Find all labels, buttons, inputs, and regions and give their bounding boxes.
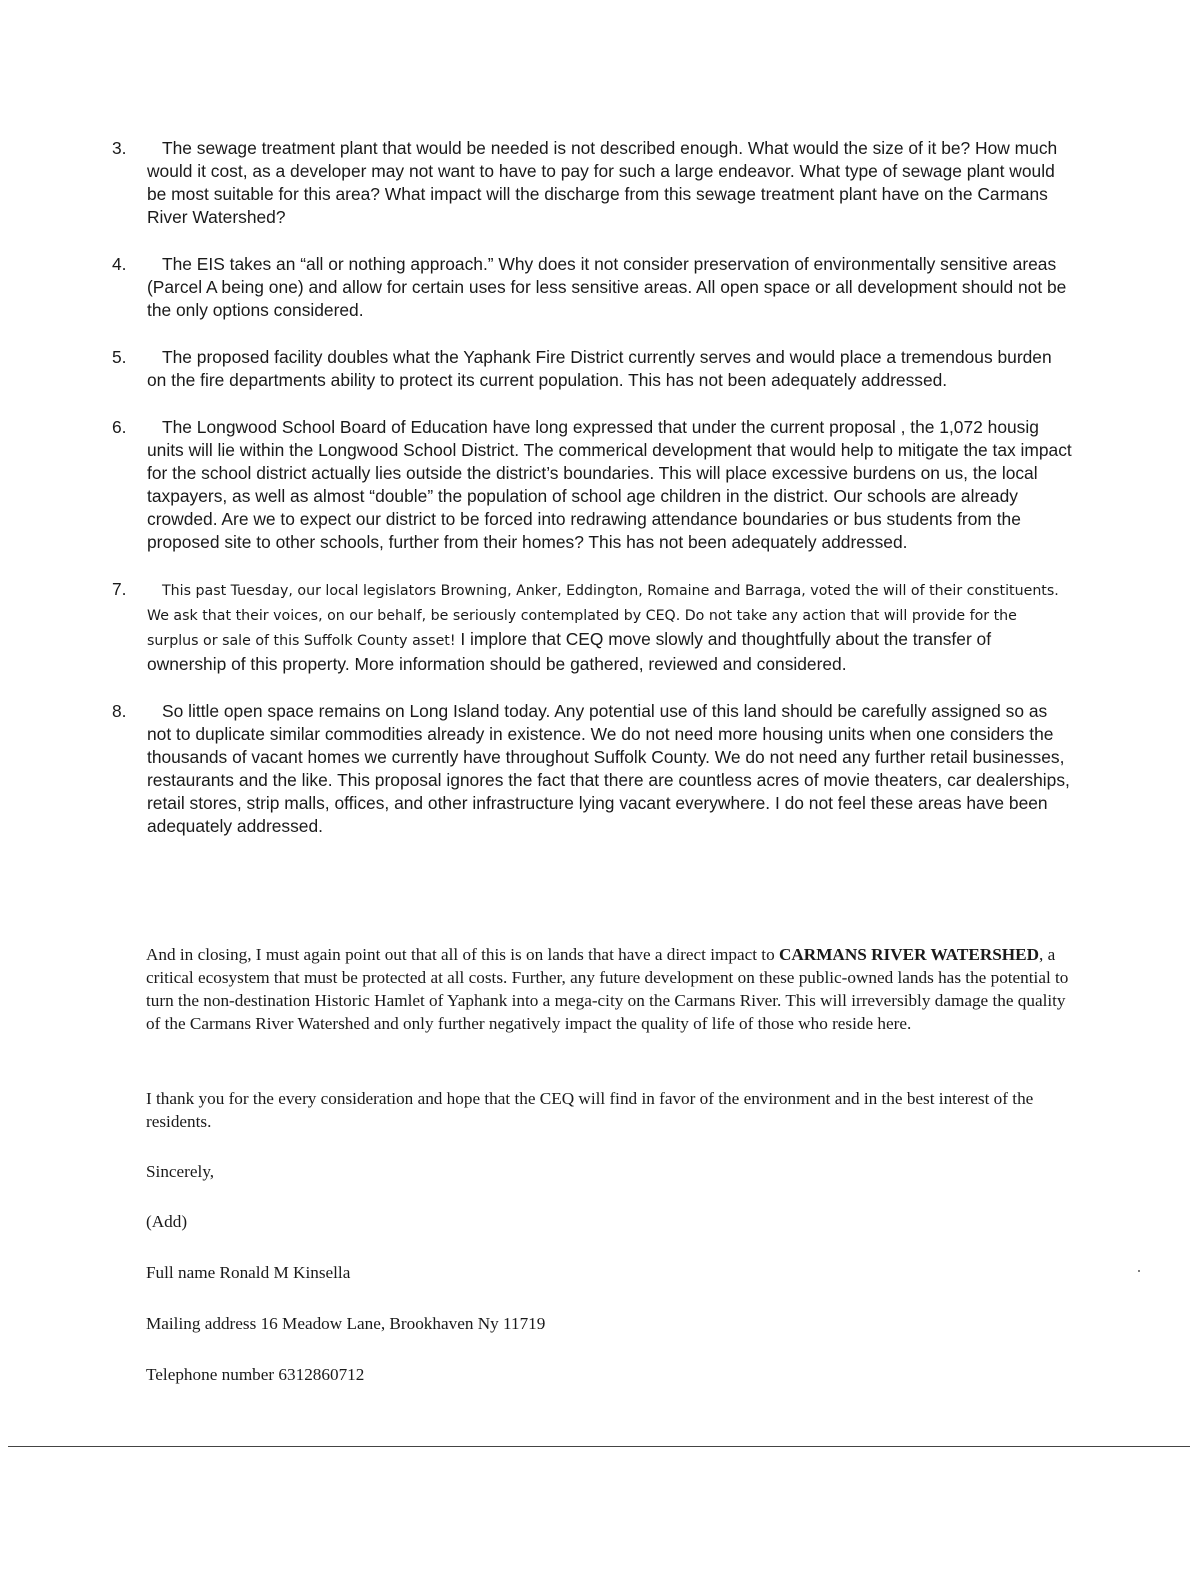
list-item xyxy=(112,253,1072,322)
sign-off: Sincerely, xyxy=(146,1162,215,1181)
item-text: The sewage treatment plant that would be needed is not described enough. What would the size of it be? How much would it cost, as a developer may not want to have to pay for such a large endeavor. What type of sewage plant would be most suitable for this area? What impact will the discharge from this sewage treatment plant have on the Carmans River Watershed? xyxy=(147,138,1058,227)
scan-speck xyxy=(1138,1270,1140,1272)
closing-text-end: , a critical ecosystem that must be protected at all costs. Further, any future development on these public-owned lands has the potential to turn the non-destination Historic Hamlet of Yaphank into a mega-city on the Carmans River. This will irreversibly damage the quality of the Carmans River Watershed and only further negatively impact the quality of life of those who reside here. xyxy=(146,945,1069,1033)
item-text: The proposed facility doubles what the Yaphank Fire District currently serves and would place a tremendous burden on the fire departments ability to protect its current population. This has not been adequately addressed. xyxy=(147,347,1052,390)
item-number: 6. xyxy=(112,417,127,437)
item-number: 8. xyxy=(112,701,127,721)
item-text: The Longwood School Board of Education have long expressed that under the current proposal , the 1,072 housig units will lie within the Longwood School District. The commerical development that would help to mitigate the tax impact for the school district actually lies outside the district’s boundaries. This will place excessive burdens on us, the local taxpayers, as well as almost “double” the population of school age children in the district. Our schools are already crowded. Are we to expect our district to be forced into redrawing attendance boundaries or bus students from the proposed site to other schools, further from their homes? This has not been adequately addressed. xyxy=(147,417,1072,552)
item-text: So little open space remains on Long Island today. Any potential use of this land should be carefully assigned so as not to duplicate similar commodities already in existence. We do not need more housing units when one considers the thousands of vacant homes we currently have throughout Suffolk County. We do not need any further retail businesses, restaurants and the like. This proposal ignores the fact that there are countless acres of movie theaters, car dealerships, retail stores, strip malls, offices, and other infrastructure lying vacant everywhere. I do not feel these areas have been adequately addressed. xyxy=(147,701,1070,836)
watershed-emphasis: CARMANS RIVER WATERSHED xyxy=(778,945,1040,964)
thanks-paragraph: I thank you for the every consideration and hope that the CEQ will find in favor of the environment and in the best interest of the residents. xyxy=(146,1089,1034,1131)
item-text: The EIS takes an “all or nothing approach.” Why does it not consider preservation of environmentally sensitive areas (Parcel A being one) and allow for certain uses for less sensitive areas. All open space or all development should not be the only options considered. xyxy=(147,254,1067,320)
closing-text-start: And in closing, I must again point out that all of this is on lands that have a direct impact to xyxy=(146,945,779,964)
page-bottom-rule xyxy=(8,1446,1190,1447)
telephone-number: Telephone number 6312860712 xyxy=(146,1365,365,1384)
concerns-list xyxy=(112,137,1072,862)
mailing-address: Mailing address 16 Meadow Lane, Brookhaven Ny 11719 xyxy=(146,1314,546,1333)
list-item xyxy=(112,578,1072,676)
list-item xyxy=(112,346,1072,392)
item-text-small: This past Tuesday, our local legislators Browning, Anker, Eddington, Romaine and Barraga, voted the will of their constituents. We ask that their voices, on our behalf, be seriously contemplated by CEQ. Do not take any action that will provide for the surplus or sale of this Suffolk County asset! xyxy=(147,583,1059,649)
full-name: Full name Ronald M Kinsella xyxy=(146,1263,351,1282)
item-number: 5. xyxy=(112,347,127,367)
item-number: 7. xyxy=(112,579,127,599)
list-item xyxy=(112,137,1072,229)
item-number: 4. xyxy=(112,254,127,274)
item-number: 3. xyxy=(112,138,127,158)
list-item xyxy=(112,700,1072,838)
closing-paragraph xyxy=(146,943,1076,1035)
add-note: (Add) xyxy=(146,1212,188,1231)
item-text: I implore that CEQ move slowly and thoughtfully about the transfer of ownership of this property. More information should be gathered, reviewed and considered. xyxy=(147,629,992,674)
list-item xyxy=(112,416,1072,554)
